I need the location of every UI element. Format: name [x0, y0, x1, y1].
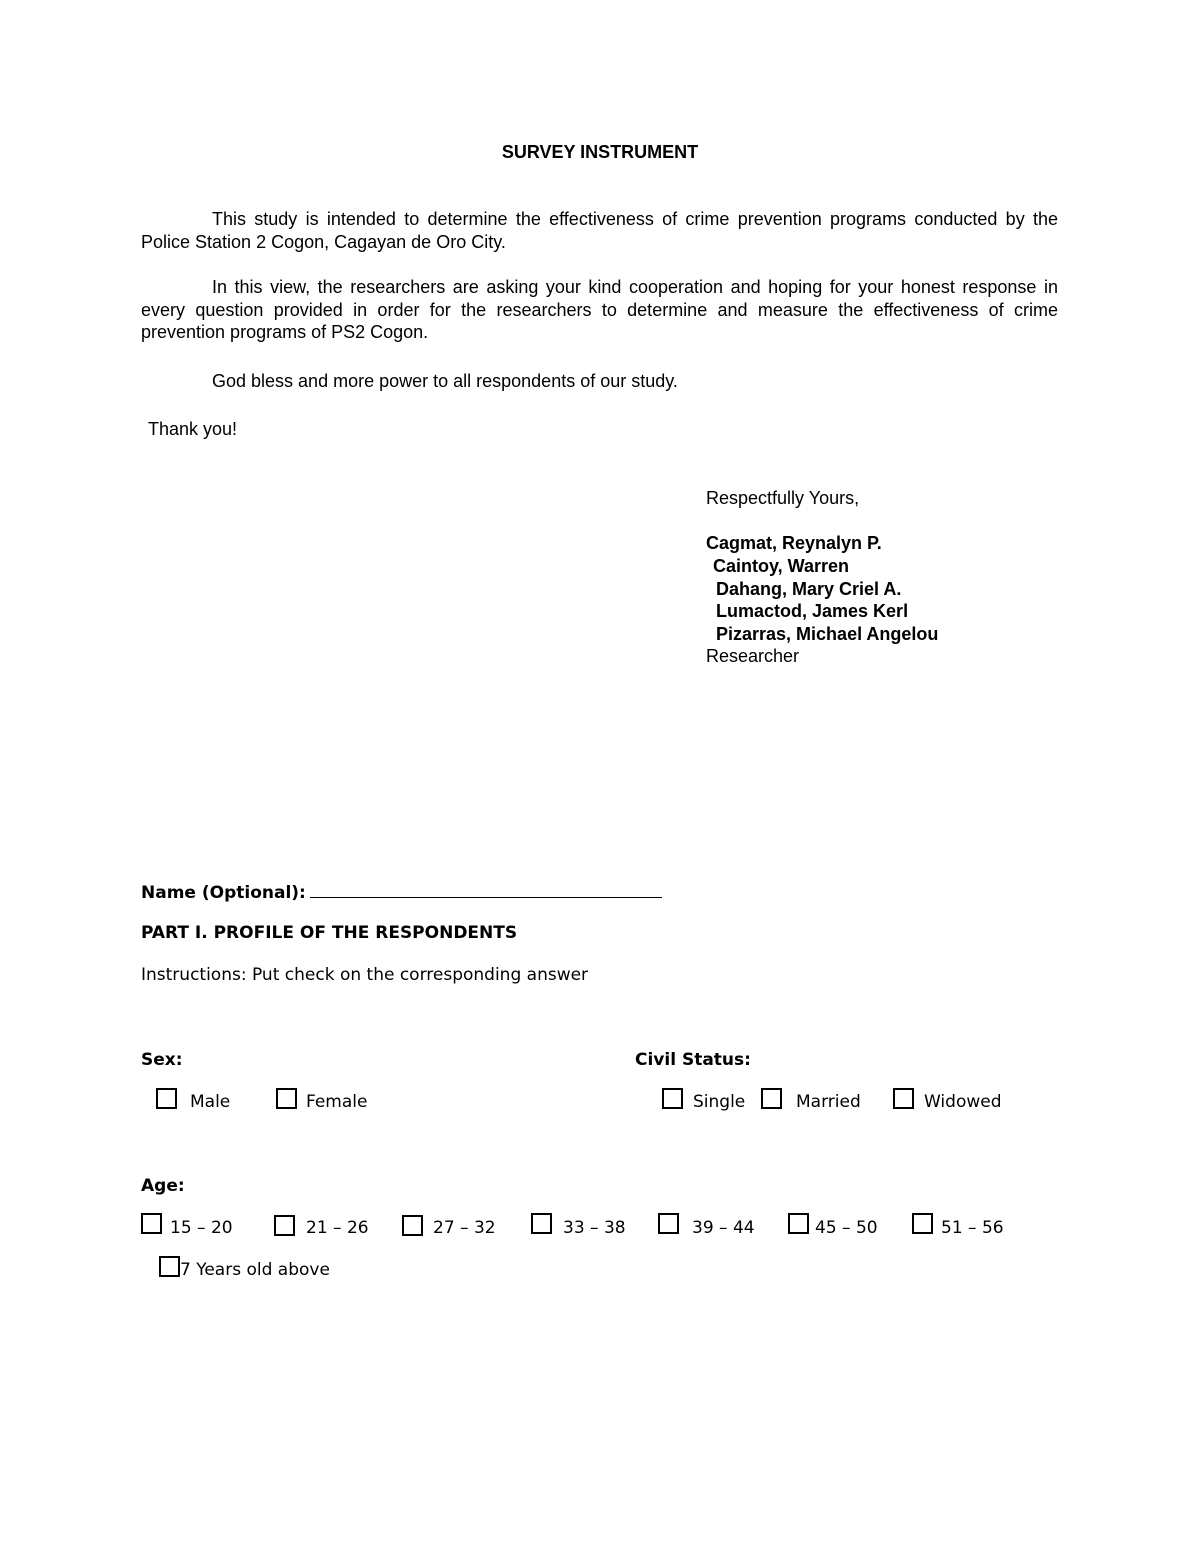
checkbox-age-15-20[interactable] — [141, 1213, 162, 1234]
checkbox-age-above[interactable] — [159, 1256, 180, 1277]
checkbox-age-27-32[interactable] — [402, 1215, 423, 1236]
intro-paragraph-1-text: This study is intended to determine the effectiveness of crime prevention programs conducted by the Police Station 2 Cogon, Cagayan de Oro City. — [141, 209, 1058, 252]
closing-text: Respectfully Yours, — [706, 488, 860, 508]
option-age-15-20-label: 15 – 20 — [170, 1218, 233, 1238]
intro-paragraph-2-text: In this view, the researchers are asking your kind cooperation and hoping for your honest response in every question provided in order for the researchers to determine and measure the effectiveness of crime prevention programs of PS2 Cogon. — [141, 277, 1058, 343]
option-female-label: Female — [306, 1092, 368, 1112]
option-age-51-56-label: 51 – 56 — [941, 1218, 1004, 1238]
researcher-name-3: Dahang, Mary Criel A. — [716, 579, 902, 599]
name-label: Name (Optional): — [141, 883, 306, 903]
checkbox-male[interactable] — [156, 1088, 177, 1109]
intro-paragraph-2 — [141, 276, 1058, 344]
option-age-45-50-label: 45 – 50 — [815, 1218, 878, 1238]
option-married-label: Married — [796, 1092, 861, 1112]
researcher-role: Researcher — [706, 646, 800, 666]
checkbox-female[interactable] — [276, 1088, 297, 1109]
researcher-name-4: Lumactod, James Kerl — [716, 601, 909, 621]
checkbox-age-45-50[interactable] — [788, 1213, 809, 1234]
checkbox-widowed[interactable] — [893, 1088, 914, 1109]
intro-paragraph-3-text: God bless and more power to all respondents of our study. — [212, 371, 678, 391]
thank-you-text: Thank you! — [148, 419, 238, 439]
name-field[interactable] — [141, 881, 662, 903]
name-blank-line[interactable] — [310, 881, 662, 898]
intro-paragraph-3 — [141, 370, 1058, 393]
option-age-21-26-label: 21 – 26 — [306, 1218, 369, 1238]
checkbox-age-33-38[interactable] — [531, 1213, 552, 1234]
researcher-name-1: Cagmat, Reynalyn P. — [706, 533, 882, 553]
instructions-text: Instructions: Put check on the corresponding answer — [141, 965, 589, 985]
document-title: SURVEY INSTRUMENT — [501, 142, 699, 162]
option-age-above-label: 7 Years old above — [180, 1260, 330, 1280]
part1-heading: PART I. PROFILE OF THE RESPONDENTS — [141, 923, 518, 943]
researcher-name-2: Caintoy, Warren — [713, 556, 850, 576]
option-male-label: Male — [190, 1092, 231, 1112]
researcher-name-5: Pizarras, Michael Angelou — [716, 624, 939, 644]
option-age-39-44-label: 39 – 44 — [692, 1218, 755, 1238]
option-age-27-32-label: 27 – 32 — [433, 1218, 496, 1238]
checkbox-single[interactable] — [662, 1088, 683, 1109]
checkbox-age-51-56[interactable] — [912, 1213, 933, 1234]
civil-status-label: Civil Status: — [635, 1050, 751, 1070]
option-single-label: Single — [693, 1092, 746, 1112]
option-widowed-label: Widowed — [924, 1092, 1002, 1112]
option-age-33-38-label: 33 – 38 — [563, 1218, 626, 1238]
sex-label: Sex: — [141, 1050, 183, 1070]
checkbox-age-21-26[interactable] — [274, 1215, 295, 1236]
age-label: Age: — [141, 1176, 185, 1196]
intro-paragraph-1 — [141, 208, 1058, 253]
checkbox-married[interactable] — [761, 1088, 782, 1109]
checkbox-age-39-44[interactable] — [658, 1213, 679, 1234]
